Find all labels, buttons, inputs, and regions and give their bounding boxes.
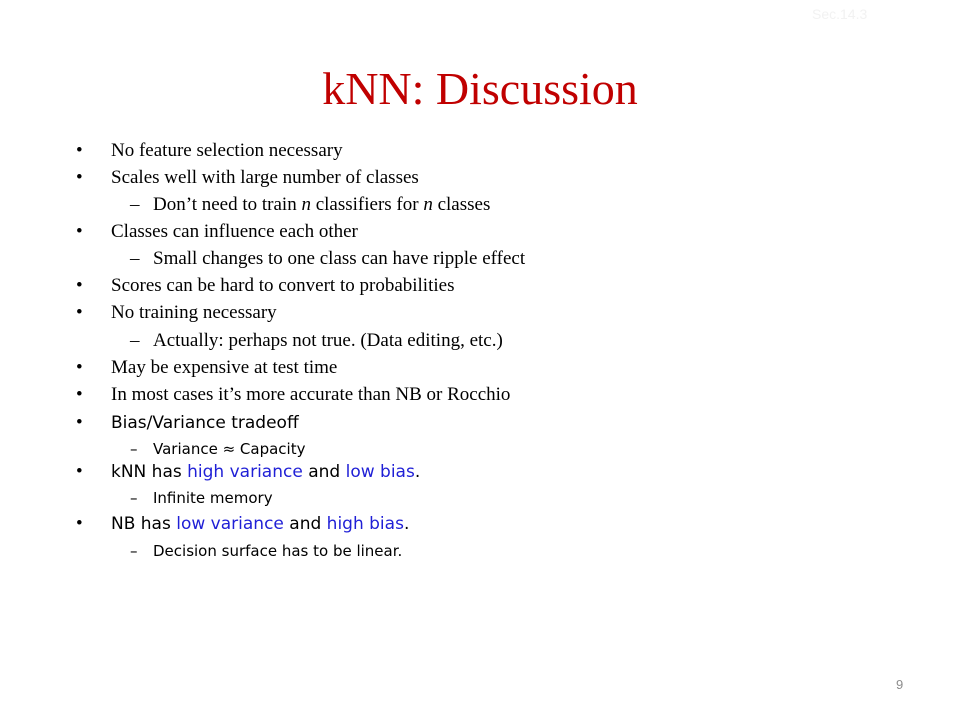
sub-list-item-text: Actually: perhaps not true. (Data editing, etc.) [153,330,503,351]
bullet-icon: • [76,513,83,534]
bullet-icon: • [76,412,83,433]
emphasis-text: high bias [326,514,404,534]
sub-list-item-text: Decision surface has to be linear. [153,542,403,560]
bullet-icon: • [76,167,83,188]
dash-icon: – [130,440,138,458]
list-item-text: Scores can be hard to convert to probabilities [111,275,455,296]
sub-list-item-text: Variance ≈ Capacity [153,440,306,458]
list-item-text: No training necessary [111,302,277,323]
bullet-icon: • [76,140,83,161]
emphasis-text: low variance [176,514,284,534]
bullet-icon: • [76,275,83,296]
bullet-icon: • [76,461,83,482]
sub-list-item-text: Don’t need to train n classifiers for n classes [153,194,491,215]
list-item-text: In most cases it’s more accurate than NB or Rocchio [111,384,511,405]
list-item-text: kNN has high variance and low bias. [111,462,421,482]
list-item-text: No feature selection necessary [111,140,343,161]
dash-icon: – [130,194,140,215]
section-tag: Sec.14.3 [812,6,868,22]
list-item-text: Classes can influence each other [111,221,358,242]
list-item-text: Bias/Variance tradeoff [111,413,299,433]
slide-title: kNN: Discussion [322,63,638,114]
bullet-icon: • [76,357,83,378]
bullet-icon: • [76,221,83,242]
bullet-icon: • [76,302,83,323]
list-item-text: May be expensive at test time [111,357,338,378]
dash-icon: – [130,489,138,507]
list-item-text: Scales well with large number of classes [111,167,419,188]
emphasis-text: high variance [187,462,303,482]
dash-icon: – [130,248,140,269]
page-number: 9 [896,677,904,692]
dash-icon: – [130,542,138,560]
sub-list-item-text: Small changes to one class can have ripple effect [153,248,526,269]
sub-list-item-text: Infinite memory [153,489,273,507]
bullet-icon: • [76,384,83,405]
dash-icon: – [130,330,140,351]
emphasis-text: low bias [345,462,415,482]
list-item-text: NB has low variance and high bias. [111,514,410,534]
